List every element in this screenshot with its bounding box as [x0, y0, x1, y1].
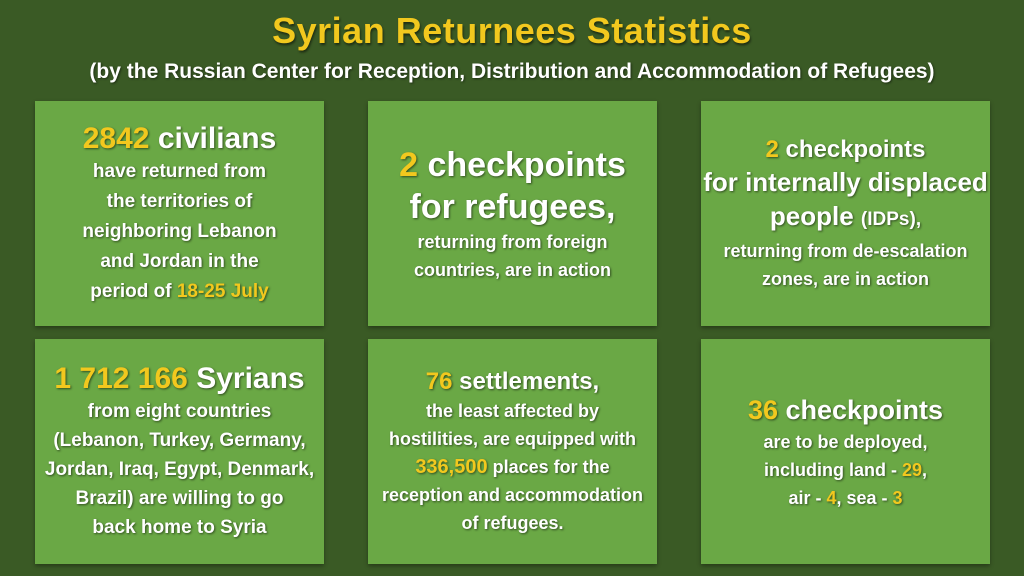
headline-number: 2 [399, 145, 419, 184]
headline-idps: (IDPs), [860, 208, 922, 230]
card-headline [399, 144, 626, 186]
card-idp-checkpoints [701, 101, 990, 326]
card-planned-checkpoints [701, 339, 990, 564]
card-line: the least affected by [425, 400, 600, 421]
card-line: the territories of [106, 190, 253, 212]
card-syrians-willing [35, 339, 324, 564]
period-dates: 18-25 July [176, 280, 269, 302]
card-line: are to be deployed, [763, 431, 928, 452]
sea-prefix: , sea - [836, 487, 888, 508]
headline-text: checkpoints [785, 135, 926, 163]
places-number: 336,500 [415, 455, 488, 478]
air-number: 4 [826, 487, 837, 508]
land-prefix: including land - [763, 459, 897, 480]
headline-text: checkpoints [785, 394, 944, 425]
card-settlements [368, 339, 657, 564]
card-line: back home to Syria [92, 517, 267, 538]
card-headline-line2: for refugees, [409, 187, 616, 226]
headline-text: Syrians [196, 362, 305, 395]
card-headline [748, 392, 943, 428]
headline-people: people [769, 200, 854, 231]
card-headline [83, 121, 277, 157]
headline-number: 76 [425, 367, 453, 395]
page-title: Syrian Returnees Statistics [272, 10, 752, 51]
card-headline [54, 361, 304, 397]
card-line [788, 484, 902, 512]
card-line: of refugees. [461, 512, 564, 533]
card-line: from eight countries [87, 401, 272, 422]
card-line: countries, are in action [413, 259, 612, 280]
card-line: neighboring Lebanon [82, 220, 277, 242]
land-number: 29 [901, 459, 923, 480]
places-text: places for the [492, 456, 610, 477]
card-line: reception and accommodation [381, 484, 644, 505]
card-line: Brazil) are willing to go [75, 488, 284, 509]
card-line: have returned from [92, 160, 267, 182]
sea-number: 3 [892, 487, 903, 508]
air-prefix: air - [788, 487, 822, 508]
card-line: zones, are in action [761, 268, 930, 289]
headline-number: 2 [765, 135, 779, 163]
card-headline [426, 367, 599, 397]
headline-text: civilians [157, 121, 277, 155]
card-headline-line2: for internally displaced [703, 166, 988, 197]
headline-number: 36 [747, 394, 778, 425]
card-line [415, 453, 609, 481]
card-refugee-checkpoints [368, 101, 657, 326]
card-civilians-returned [35, 101, 324, 326]
card-line: returning from de-escalation [723, 240, 968, 261]
card-headline [765, 135, 925, 165]
land-suffix: , [922, 459, 928, 480]
page-subtitle: (by the Russian Center for Reception, Distribution and Accommodation of Refugees) [89, 60, 935, 83]
card-line: Jordan, Iraq, Egypt, Denmark, [44, 459, 315, 480]
card-line: hostilities, are equipped with [388, 428, 637, 449]
headline-text: settlements, [459, 367, 600, 395]
headline-number: 1 712 166 [54, 362, 188, 395]
card-line: (Lebanon, Turkey, Germany, [53, 430, 306, 451]
headline-number: 2842 [82, 121, 150, 155]
card-line: returning from foreign [417, 231, 608, 252]
card-line [90, 277, 268, 307]
period-prefix: period of [90, 280, 172, 302]
card-line [764, 456, 927, 484]
headline-text: checkpoints [427, 145, 626, 184]
card-line: and Jordan in the [100, 250, 259, 272]
card-headline-line3 [770, 199, 921, 237]
